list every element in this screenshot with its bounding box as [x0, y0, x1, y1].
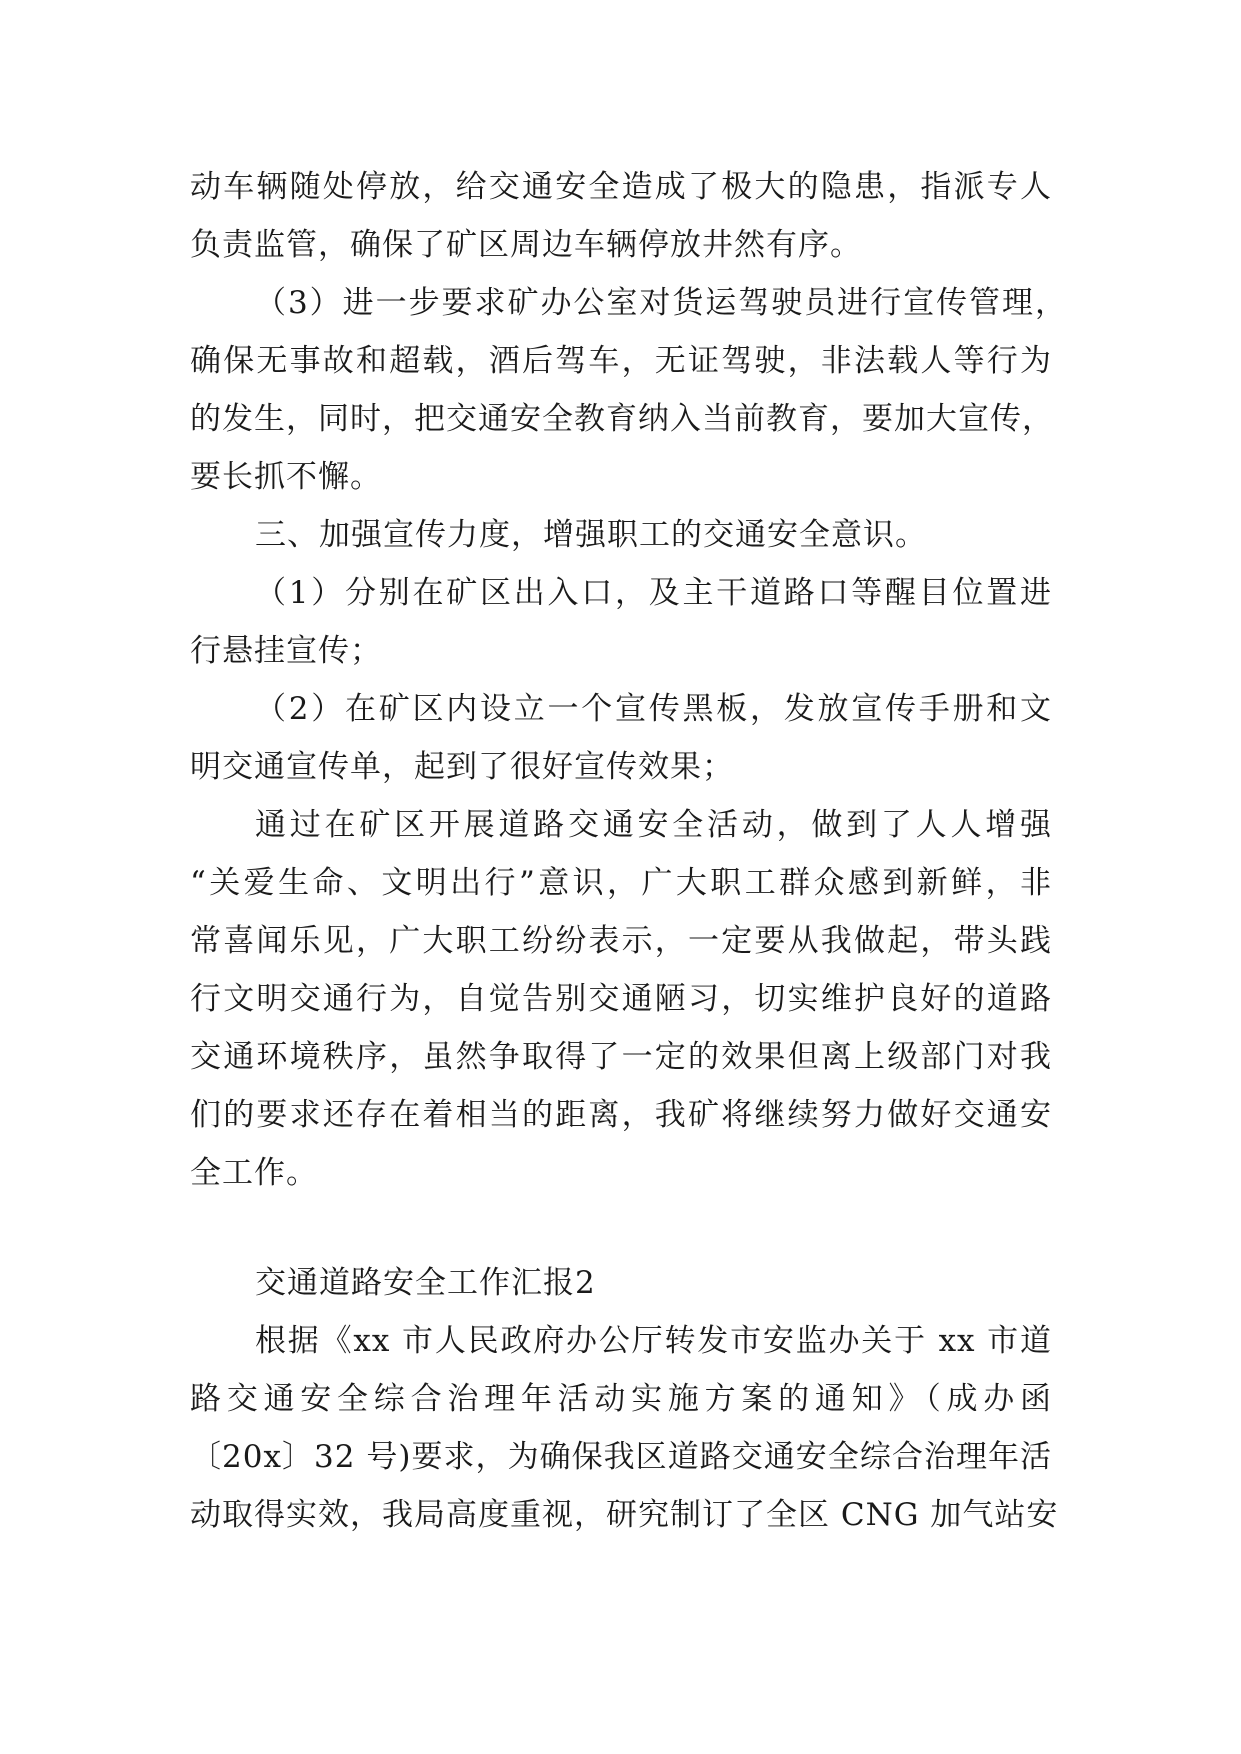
body-text-line: 负责监管，确保了矿区周边车辆停放井然有序。 — [190, 227, 862, 263]
body-text-line: 的发生，同时，把交通安全教育纳入当前教育，要加大宣传， — [190, 401, 1054, 437]
body-text-line: 路交通安全综合治理年活动实施方案的通知》（成办函 — [190, 1381, 1052, 1417]
body-text-line: 常喜闻乐见，广大职工纷纷表示，一定要从我做起，带头践 — [190, 923, 1052, 959]
paragraph-first-line: 通过在矿区开展道路交通安全活动，做到了人人增强 — [255, 807, 1052, 843]
body-text-line: 明交通宣传单，起到了很好宣传效果； — [190, 749, 734, 785]
body-text-line: “关爱生命、文明出行”意识，广大职工群众感到新鲜，非 — [190, 865, 1052, 901]
section-heading: 三、加强宣传力度，增强职工的交通安全意识。 — [255, 517, 927, 553]
body-text-line: 们的要求还存在着相当的距离，我矿将继续努力做好交通安 — [190, 1097, 1052, 1133]
body-text-line: 〔20x〕32 号)要求，为确保我区道路交通安全综合治理年活 — [190, 1439, 1052, 1475]
body-text-line: 动取得实效，我局高度重视，研究制订了全区 CNG 加气站安 — [190, 1497, 1059, 1533]
list-item-line: （2）在矿区内设立一个宣传黑板，发放宣传手册和文 — [255, 691, 1052, 727]
list-item-line: （1）分别在矿区出入口，及主干道路口等醒目位置进 — [255, 575, 1052, 611]
body-text-line: 行文明交通行为，自觉告别交通陋习，切实维护良好的道路 — [190, 981, 1052, 1017]
list-item-line: （3）进一步要求矿办公室对货运驾驶员进行宣传管理， — [255, 285, 1067, 321]
body-text-line: 要长抓不懈。 — [190, 459, 382, 495]
body-text-line: 全工作。 — [190, 1155, 318, 1191]
body-text-line: 行悬挂宣传； — [190, 633, 382, 669]
body-text-line: 确保无事故和超载，酒后驾车，无证驾驶，非法载人等行为 — [190, 343, 1052, 379]
paragraph-first-line: 根据《xx 市人民政府办公厅转发市安监办关于 xx 市道 — [255, 1323, 1052, 1359]
body-text-line: 动车辆随处停放，给交通安全造成了极大的隐患，指派专人 — [190, 169, 1052, 205]
section-title: 交通道路安全工作汇报2 — [255, 1265, 596, 1301]
body-text-line: 交通环境秩序，虽然争取得了一定的效果但离上级部门对我 — [190, 1039, 1052, 1075]
